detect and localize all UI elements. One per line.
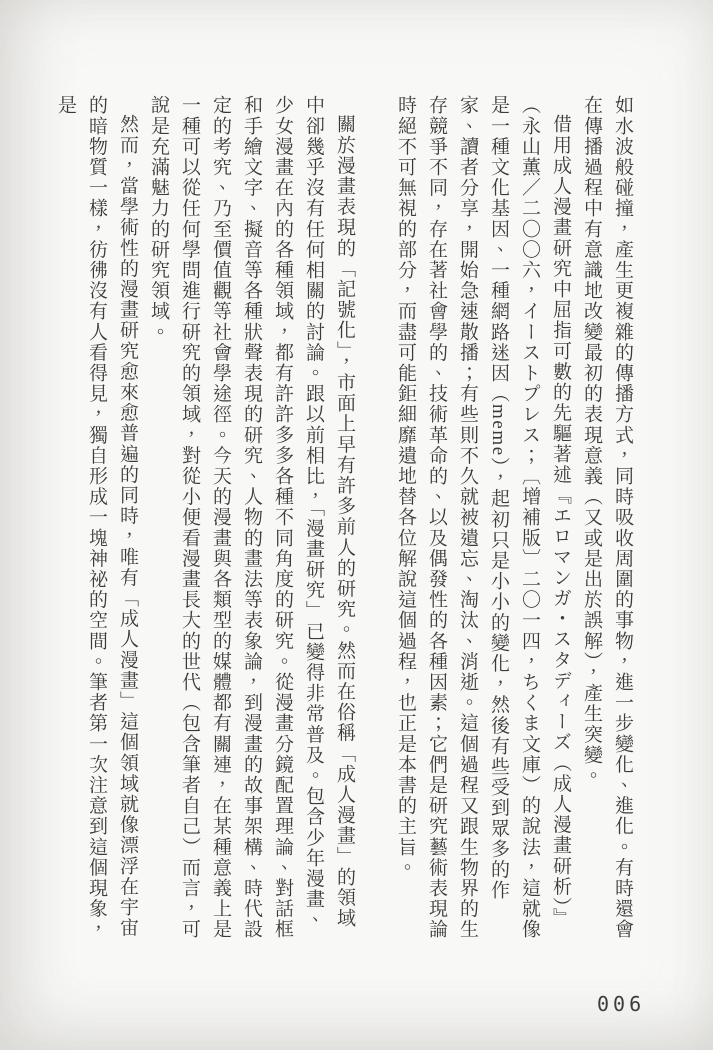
vertical-text-block — [55, 95, 638, 940]
paragraph-continuation: 如水波般碰撞，產生更複雜的傳播方式，同時吸收周圍的事物，進一步變化、進化。有時還會在傳播過程中有意識地改變最初的表現意義（又或是出於誤解），產生突變。 — [581, 95, 633, 940]
paragraph-dark-matter: 然而，當學術性的漫畫研究愈來愈普遍的同時，唯有「成人漫畫」這個領域就像漂浮在宇宙的暗物質一樣，彷彿沒有人看得見，獨自形成一塊神祕的空間。筆者第一次注意到這個現象，是 — [55, 95, 138, 940]
paragraph-meme-theory: 借用成人漫畫研究中屈指可數的先驅著述『エロマンガ・スタディーズ（成人漫畫研析）』（永山薫／二〇〇六，イーストプレス；〔增補版〕二〇一四，ちくま文庫）的說法，這就像是一種文化基因、一種網路迷因（meme），起初只是小小的變化，然後有些受到眾多的作家、讀者分享，開始急速散播；有些則不久就被遺忘、淘汰、消逝。這個過程又跟生物界的生存競爭不同，存在著社會學的、技術革命的、以及偶發性的各種因素；它們是研究藝術表現論時絕不可無視的部分，而盡可能鉅細靡遺地替各位解說這個過程，也正是本書的主旨。 — [395, 95, 571, 940]
paragraph-manga-research: 關於漫畫表現的「記號化」，市面上早有許多前人的研究。然而在俗稱「成人漫畫」的領域中卻幾乎沒有任何相關的討論。跟以前相比，「漫畫研究」已變得非常普及。包含少年漫畫、少女漫畫在內的各種領域，都有許許多多各種不同角度的研究。從漫畫分鏡配置理論、對話框和手繪文字、擬音等各種狀聲表現的研究、人物的畫法等表象論，到漫畫的故事架構、時代設定的考究、乃至價值觀等社會學途徑。今天的漫畫與各類型的媒體都有關連，在某種意義上是一種可以從任何學問進行研究的領域，對從小便看漫畫長大的世代（包含筆者自己）而言，可說是充滿魅力的研究領域。 — [148, 95, 355, 940]
page-number: 006 — [597, 992, 646, 1016]
